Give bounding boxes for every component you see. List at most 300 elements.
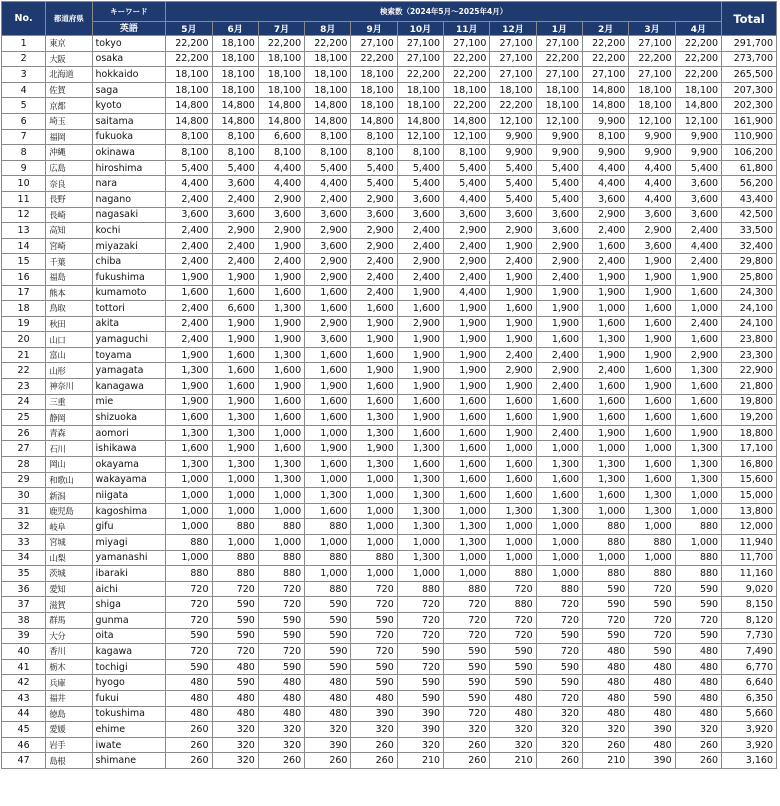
cell-keyword: aichi [92, 581, 166, 597]
cell-month: 880 [490, 566, 536, 582]
cell-month: 1,600 [536, 472, 582, 488]
cell-month: 720 [444, 612, 490, 628]
cell-month: 18,100 [675, 82, 721, 98]
cell-month: 880 [166, 535, 212, 551]
cell-month: 1,000 [675, 301, 721, 317]
cell-month: 880 [166, 566, 212, 582]
header-month: 1月 [536, 22, 582, 36]
cell-keyword: saga [92, 82, 166, 98]
cell-month: 1,600 [675, 410, 721, 426]
cell-month: 22,200 [583, 36, 629, 52]
table-row [2, 441, 777, 457]
cell-month: 1,000 [675, 488, 721, 504]
cell-month: 1,300 [166, 457, 212, 473]
cell-month: 880 [583, 519, 629, 535]
cell-month: 1,600 [629, 425, 675, 441]
cell-month: 590 [444, 644, 490, 660]
cell-no: 30 [2, 488, 46, 504]
cell-month: 1,300 [397, 550, 443, 566]
cell-no: 25 [2, 410, 46, 426]
cell-month: 1,900 [629, 379, 675, 395]
cell-month: 1,600 [444, 425, 490, 441]
cell-month: 590 [583, 597, 629, 613]
cell-no: 41 [2, 659, 46, 675]
cell-month: 1,000 [675, 535, 721, 551]
cell-month: 9,900 [629, 129, 675, 145]
cell-month: 9,900 [536, 129, 582, 145]
cell-total: 42,500 [722, 207, 777, 223]
cell-no: 32 [2, 519, 46, 535]
cell-month: 2,900 [490, 363, 536, 379]
cell-month: 2,400 [166, 332, 212, 348]
cell-month: 1,900 [675, 269, 721, 285]
cell-month: 1,900 [583, 285, 629, 301]
cell-month: 480 [212, 690, 258, 706]
cell-month: 5,400 [305, 160, 351, 176]
cell-prefecture: 長野 [46, 191, 92, 207]
cell-month: 3,600 [629, 207, 675, 223]
table-row [2, 457, 777, 473]
cell-month: 8,100 [397, 145, 443, 161]
header-month: 2月 [583, 22, 629, 36]
cell-month: 4,400 [675, 238, 721, 254]
cell-prefecture: 千葉 [46, 254, 92, 270]
cell-month: 1,600 [444, 472, 490, 488]
table-row [2, 301, 777, 317]
cell-month: 14,800 [675, 98, 721, 114]
cell-month: 390 [629, 753, 675, 769]
table-row [2, 363, 777, 379]
cell-no: 21 [2, 347, 46, 363]
cell-month: 480 [351, 690, 397, 706]
cell-month: 880 [444, 581, 490, 597]
cell-month: 1,000 [258, 425, 304, 441]
cell-month: 1,900 [444, 347, 490, 363]
cell-month: 1,300 [675, 472, 721, 488]
table-row [2, 347, 777, 363]
table-row [2, 238, 777, 254]
table-row [2, 207, 777, 223]
cell-keyword: ibaraki [92, 566, 166, 582]
cell-month: 27,100 [490, 51, 536, 67]
cell-keyword: kumamoto [92, 285, 166, 301]
cell-prefecture: 福岡 [46, 129, 92, 145]
cell-month: 1,000 [629, 441, 675, 457]
cell-month: 1,900 [536, 316, 582, 332]
cell-month: 260 [166, 753, 212, 769]
cell-month: 480 [675, 690, 721, 706]
cell-month: 260 [583, 737, 629, 753]
cell-no: 8 [2, 145, 46, 161]
cell-month: 22,200 [675, 51, 721, 67]
cell-month: 1,600 [305, 394, 351, 410]
cell-month: 720 [258, 644, 304, 660]
cell-month: 18,100 [397, 98, 443, 114]
cell-month: 3,600 [490, 207, 536, 223]
cell-month: 22,200 [258, 36, 304, 52]
cell-month: 1,000 [444, 566, 490, 582]
cell-month: 1,600 [583, 238, 629, 254]
cell-month: 480 [629, 706, 675, 722]
cell-month: 2,900 [305, 269, 351, 285]
cell-month: 1,600 [212, 347, 258, 363]
cell-month: 1,300 [351, 425, 397, 441]
cell-month: 1,600 [397, 457, 443, 473]
cell-month: 1,900 [444, 379, 490, 395]
cell-no: 19 [2, 316, 46, 332]
cell-month: 1,900 [258, 316, 304, 332]
cell-month: 1,600 [583, 394, 629, 410]
cell-month: 720 [629, 612, 675, 628]
cell-month: 2,400 [212, 191, 258, 207]
cell-no: 4 [2, 82, 46, 98]
cell-month: 2,900 [490, 223, 536, 239]
cell-month: 1,000 [629, 550, 675, 566]
cell-month: 9,900 [675, 145, 721, 161]
cell-month: 4,400 [583, 176, 629, 192]
cell-month: 2,900 [583, 207, 629, 223]
cell-month: 720 [397, 612, 443, 628]
cell-month: 480 [258, 690, 304, 706]
cell-month: 590 [583, 628, 629, 644]
header-month: 5月 [166, 22, 212, 36]
cell-month: 590 [490, 675, 536, 691]
cell-month: 4,400 [258, 176, 304, 192]
cell-month: 590 [444, 675, 490, 691]
cell-month: 1,900 [583, 269, 629, 285]
cell-month: 14,800 [212, 98, 258, 114]
cell-month: 1,900 [490, 269, 536, 285]
cell-month: 2,900 [536, 238, 582, 254]
cell-no: 44 [2, 706, 46, 722]
cell-month: 1,600 [536, 488, 582, 504]
cell-month: 260 [536, 753, 582, 769]
cell-month: 5,400 [212, 160, 258, 176]
cell-month: 1,000 [675, 503, 721, 519]
table-row [2, 145, 777, 161]
cell-keyword: osaka [92, 51, 166, 67]
cell-month: 590 [675, 628, 721, 644]
cell-prefecture: 島根 [46, 753, 92, 769]
cell-month: 720 [536, 612, 582, 628]
cell-no: 38 [2, 612, 46, 628]
cell-month: 2,900 [305, 254, 351, 270]
cell-month: 1,300 [675, 457, 721, 473]
table-row [2, 628, 777, 644]
cell-month: 3,600 [397, 191, 443, 207]
cell-month: 18,100 [305, 82, 351, 98]
header-month: 8月 [305, 22, 351, 36]
cell-month: 8,100 [351, 145, 397, 161]
cell-month: 1,300 [258, 347, 304, 363]
cell-month: 1,300 [258, 301, 304, 317]
cell-month: 210 [397, 753, 443, 769]
cell-month: 480 [629, 659, 675, 675]
cell-month: 720 [444, 597, 490, 613]
cell-month: 1,000 [258, 535, 304, 551]
cell-month: 8,100 [305, 145, 351, 161]
cell-no: 34 [2, 550, 46, 566]
cell-month: 1,900 [444, 301, 490, 317]
cell-month: 2,400 [305, 191, 351, 207]
table-row [2, 379, 777, 395]
cell-total: 291,700 [722, 36, 777, 52]
table-row [2, 488, 777, 504]
cell-month: 720 [490, 581, 536, 597]
cell-month: 880 [351, 550, 397, 566]
cell-month: 1,000 [397, 535, 443, 551]
cell-month: 2,400 [166, 316, 212, 332]
cell-keyword: okinawa [92, 145, 166, 161]
cell-month: 390 [351, 706, 397, 722]
cell-total: 106,200 [722, 145, 777, 161]
cell-month: 8,100 [351, 129, 397, 145]
cell-month: 1,000 [536, 535, 582, 551]
cell-no: 29 [2, 472, 46, 488]
cell-month: 590 [444, 690, 490, 706]
cell-month: 2,900 [444, 254, 490, 270]
cell-month: 1,000 [583, 550, 629, 566]
cell-keyword: oita [92, 628, 166, 644]
cell-month: 1,600 [629, 316, 675, 332]
cell-month: 3,600 [351, 207, 397, 223]
cell-month: 880 [258, 550, 304, 566]
cell-no: 7 [2, 129, 46, 145]
table-row [2, 191, 777, 207]
cell-month: 1,000 [490, 550, 536, 566]
cell-month: 480 [166, 690, 212, 706]
cell-keyword: akita [92, 316, 166, 332]
cell-no: 46 [2, 737, 46, 753]
cell-month: 1,000 [258, 488, 304, 504]
cell-month: 480 [583, 706, 629, 722]
cell-month: 1,600 [305, 363, 351, 379]
cell-month: 4,400 [305, 176, 351, 192]
cell-month: 590 [490, 644, 536, 660]
cell-month: 480 [166, 706, 212, 722]
cell-month: 4,400 [166, 176, 212, 192]
table-row [2, 753, 777, 769]
cell-keyword: fukuoka [92, 129, 166, 145]
cell-month: 720 [536, 690, 582, 706]
cell-month: 1,600 [490, 394, 536, 410]
cell-month: 1,000 [490, 519, 536, 535]
cell-month: 14,800 [397, 113, 443, 129]
cell-month: 2,400 [166, 223, 212, 239]
cell-month: 12,100 [444, 129, 490, 145]
cell-month: 320 [212, 722, 258, 738]
cell-month: 1,000 [166, 550, 212, 566]
cell-month: 1,000 [351, 566, 397, 582]
cell-month: 1,000 [305, 472, 351, 488]
cell-month: 320 [675, 722, 721, 738]
cell-month: 720 [258, 581, 304, 597]
cell-month: 880 [305, 519, 351, 535]
cell-prefecture: 秋田 [46, 316, 92, 332]
cell-keyword: aomori [92, 425, 166, 441]
cell-prefecture: 茨城 [46, 566, 92, 582]
cell-month: 1,000 [212, 503, 258, 519]
cell-month: 590 [536, 675, 582, 691]
cell-month: 320 [212, 753, 258, 769]
cell-month: 1,300 [675, 441, 721, 457]
cell-month: 18,100 [397, 82, 443, 98]
cell-month: 4,400 [258, 160, 304, 176]
cell-month: 1,000 [212, 472, 258, 488]
cell-keyword: tottori [92, 301, 166, 317]
cell-month: 14,800 [305, 98, 351, 114]
cell-month: 1,300 [258, 457, 304, 473]
cell-total: 265,500 [722, 67, 777, 83]
cell-no: 23 [2, 379, 46, 395]
header-month: 6月 [212, 22, 258, 36]
cell-month: 1,000 [351, 519, 397, 535]
cell-month: 2,900 [444, 223, 490, 239]
cell-keyword: hokkaido [92, 67, 166, 83]
cell-month: 2,400 [166, 301, 212, 317]
cell-month: 1,600 [444, 457, 490, 473]
cell-no: 17 [2, 285, 46, 301]
cell-month: 27,100 [629, 36, 675, 52]
cell-total: 56,200 [722, 176, 777, 192]
cell-prefecture: 徳島 [46, 706, 92, 722]
cell-month: 590 [258, 659, 304, 675]
cell-keyword: mie [92, 394, 166, 410]
cell-month: 2,400 [397, 269, 443, 285]
cell-month: 320 [258, 722, 304, 738]
cell-total: 3,920 [722, 737, 777, 753]
cell-month: 260 [351, 753, 397, 769]
cell-keyword: okayama [92, 457, 166, 473]
cell-prefecture: 東京 [46, 36, 92, 52]
cell-month: 3,600 [536, 207, 582, 223]
cell-prefecture: 宮崎 [46, 238, 92, 254]
cell-month: 2,900 [258, 191, 304, 207]
cell-month: 880 [305, 550, 351, 566]
cell-month: 22,200 [444, 67, 490, 83]
cell-month: 18,100 [536, 82, 582, 98]
header-english: 英語 [92, 22, 166, 36]
cell-total: 18,800 [722, 425, 777, 441]
cell-month: 22,200 [305, 36, 351, 52]
cell-month: 2,400 [675, 254, 721, 270]
cell-month: 1,600 [490, 488, 536, 504]
cell-month: 18,100 [258, 67, 304, 83]
cell-month: 590 [351, 659, 397, 675]
cell-month: 27,100 [490, 67, 536, 83]
cell-month: 590 [166, 628, 212, 644]
cell-month: 390 [397, 722, 443, 738]
cell-month: 5,400 [444, 176, 490, 192]
cell-month: 1,600 [351, 347, 397, 363]
cell-month: 720 [351, 597, 397, 613]
cell-keyword: chiba [92, 254, 166, 270]
cell-month: 18,100 [258, 82, 304, 98]
cell-no: 22 [2, 363, 46, 379]
cell-month: 2,400 [397, 238, 443, 254]
cell-month: 1,300 [675, 363, 721, 379]
cell-month: 3,600 [212, 207, 258, 223]
cell-month: 8,100 [212, 145, 258, 161]
cell-month: 590 [305, 597, 351, 613]
cell-month: 18,100 [166, 67, 212, 83]
cell-keyword: tokyo [92, 36, 166, 52]
cell-no: 28 [2, 457, 46, 473]
cell-month: 1,600 [629, 472, 675, 488]
cell-month: 14,800 [212, 113, 258, 129]
cell-keyword: miyagi [92, 535, 166, 551]
cell-month: 1,600 [305, 503, 351, 519]
cell-month: 720 [583, 612, 629, 628]
cell-prefecture: 滋賀 [46, 597, 92, 613]
cell-month: 590 [397, 644, 443, 660]
table-row [2, 472, 777, 488]
cell-month: 320 [212, 737, 258, 753]
cell-month: 1,300 [629, 488, 675, 504]
cell-month: 480 [490, 690, 536, 706]
table-body [2, 36, 777, 769]
cell-month: 8,100 [166, 129, 212, 145]
cell-month: 2,900 [351, 223, 397, 239]
cell-month: 4,400 [629, 176, 675, 192]
table-row [2, 566, 777, 582]
cell-no: 31 [2, 503, 46, 519]
cell-month: 590 [629, 690, 675, 706]
cell-keyword: ishikawa [92, 441, 166, 457]
cell-month: 1,600 [536, 394, 582, 410]
cell-month: 720 [397, 597, 443, 613]
table-row [2, 129, 777, 145]
cell-total: 15,000 [722, 488, 777, 504]
cell-month: 320 [583, 722, 629, 738]
cell-month: 720 [536, 597, 582, 613]
cell-month: 22,200 [166, 51, 212, 67]
cell-month: 1,900 [629, 269, 675, 285]
cell-month: 720 [629, 581, 675, 597]
cell-month: 3,600 [629, 238, 675, 254]
cell-month: 480 [675, 644, 721, 660]
cell-month: 8,100 [258, 145, 304, 161]
cell-total: 17,100 [722, 441, 777, 457]
cell-prefecture: 新潟 [46, 488, 92, 504]
cell-total: 6,770 [722, 659, 777, 675]
table-row [2, 51, 777, 67]
cell-month: 1,600 [305, 457, 351, 473]
cell-month: 14,800 [583, 82, 629, 98]
cell-month: 2,900 [629, 223, 675, 239]
cell-month: 1,900 [536, 410, 582, 426]
cell-keyword: toyama [92, 347, 166, 363]
cell-month: 1,900 [166, 347, 212, 363]
cell-month: 1,600 [166, 285, 212, 301]
cell-month: 590 [212, 628, 258, 644]
cell-month: 2,400 [536, 425, 582, 441]
cell-total: 161,900 [722, 113, 777, 129]
cell-month: 8,100 [166, 145, 212, 161]
cell-month: 1,600 [258, 394, 304, 410]
cell-month: 1,300 [212, 457, 258, 473]
table-row [2, 285, 777, 301]
cell-total: 24,100 [722, 316, 777, 332]
cell-month: 590 [583, 581, 629, 597]
cell-month: 1,300 [212, 425, 258, 441]
cell-keyword: gunma [92, 612, 166, 628]
cell-month: 720 [675, 612, 721, 628]
cell-prefecture: 栃木 [46, 659, 92, 675]
cell-no: 26 [2, 425, 46, 441]
cell-prefecture: 京都 [46, 98, 92, 114]
cell-month: 880 [258, 566, 304, 582]
